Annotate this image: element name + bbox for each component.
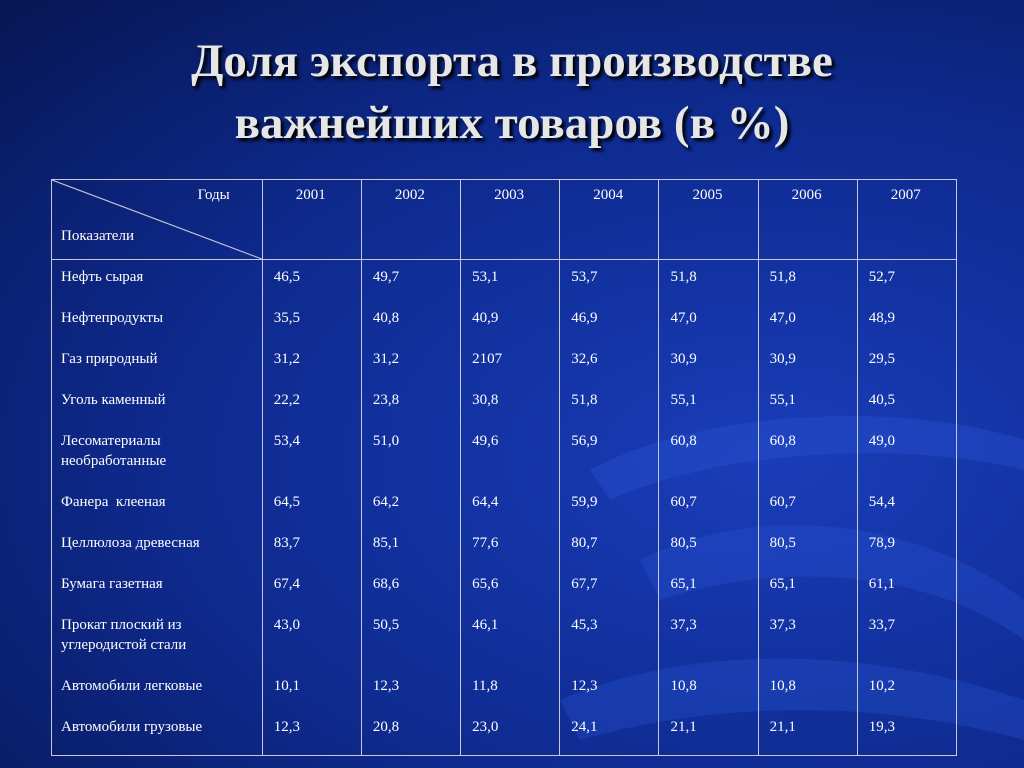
table-cell: 51,0 <box>361 431 460 492</box>
table-cell: 21,1 <box>659 717 758 756</box>
row-label: Нефть сырая <box>52 260 263 309</box>
table-row <box>52 349 957 390</box>
table-row <box>52 308 957 349</box>
table-cell: 23,0 <box>461 717 560 756</box>
table-row <box>52 676 957 717</box>
table-cell: 12,3 <box>361 676 460 717</box>
table-cell: 37,3 <box>758 615 857 676</box>
table-cell: 10,2 <box>857 676 956 717</box>
table-cell: 33,7 <box>857 615 956 676</box>
table-cell: 65,1 <box>659 574 758 615</box>
table-cell: 83,7 <box>262 533 361 574</box>
table-cell: 60,8 <box>659 431 758 492</box>
row-label: Газ природный <box>52 349 263 390</box>
table-cell: 80,7 <box>560 533 659 574</box>
table-cell: 11,8 <box>461 676 560 717</box>
table-row <box>52 390 957 431</box>
table-cell: 49,0 <box>857 431 956 492</box>
table-row <box>52 260 957 309</box>
table-cell: 48,9 <box>857 308 956 349</box>
row-label: Автомобили легковые <box>52 676 263 717</box>
row-label: Бумага газетная <box>52 574 263 615</box>
table-cell: 64,5 <box>262 492 361 533</box>
table-header-row <box>52 180 957 260</box>
table-cell: 23,8 <box>361 390 460 431</box>
table-cell: 31,2 <box>262 349 361 390</box>
table-corner-cell <box>52 180 263 260</box>
row-label: Автомобили грузовые <box>52 717 263 756</box>
table-cell: 20,8 <box>361 717 460 756</box>
year-header: 2003 <box>461 180 560 260</box>
table-cell: 22,2 <box>262 390 361 431</box>
table-cell: 30,8 <box>461 390 560 431</box>
table-cell: 77,6 <box>461 533 560 574</box>
table-cell: 67,7 <box>560 574 659 615</box>
table-cell: 32,6 <box>560 349 659 390</box>
table-cell: 60,8 <box>758 431 857 492</box>
table-cell: 49,7 <box>361 260 460 309</box>
table-cell: 47,0 <box>659 308 758 349</box>
table-cell: 61,1 <box>857 574 956 615</box>
table-cell: 21,1 <box>758 717 857 756</box>
table-cell: 85,1 <box>361 533 460 574</box>
table-cell: 45,3 <box>560 615 659 676</box>
table-cell: 46,1 <box>461 615 560 676</box>
table-cell: 10,1 <box>262 676 361 717</box>
table-cell: 60,7 <box>758 492 857 533</box>
table-cell: 10,8 <box>758 676 857 717</box>
table-cell: 40,9 <box>461 308 560 349</box>
table-cell: 40,5 <box>857 390 956 431</box>
year-header: 2005 <box>659 180 758 260</box>
row-label: Прокат плоский из углеродистой стали <box>52 615 263 676</box>
table-cell: 12,3 <box>262 717 361 756</box>
table-cell: 31,2 <box>361 349 460 390</box>
table-cell: 60,7 <box>659 492 758 533</box>
table-cell: 67,4 <box>262 574 361 615</box>
table-cell: 51,8 <box>758 260 857 309</box>
table-cell: 68,6 <box>361 574 460 615</box>
table-cell: 43,0 <box>262 615 361 676</box>
table-cell: 55,1 <box>659 390 758 431</box>
table-cell: 47,0 <box>758 308 857 349</box>
table-cell: 49,6 <box>461 431 560 492</box>
year-header: 2001 <box>262 180 361 260</box>
corner-indicators-label: Показатели <box>61 228 134 244</box>
table-cell: 53,4 <box>262 431 361 492</box>
table-cell: 55,1 <box>758 390 857 431</box>
table-cell: 37,3 <box>659 615 758 676</box>
table-cell: 52,7 <box>857 260 956 309</box>
corner-years-label: Годы <box>197 187 230 203</box>
slide-title-line-2: важнейших товаров (в %) <box>234 97 790 149</box>
slide-title <box>0 30 1024 154</box>
row-label: Фанера клееная <box>52 492 263 533</box>
table-cell: 2107 <box>461 349 560 390</box>
table-cell: 56,9 <box>560 431 659 492</box>
table-row <box>52 574 957 615</box>
table-cell: 30,9 <box>758 349 857 390</box>
table-cell: 40,8 <box>361 308 460 349</box>
table-cell: 46,5 <box>262 260 361 309</box>
table-cell: 24,1 <box>560 717 659 756</box>
table-cell: 64,4 <box>461 492 560 533</box>
table-row <box>52 431 957 492</box>
table-cell: 64,2 <box>361 492 460 533</box>
row-label: Целлюлоза древесная <box>52 533 263 574</box>
row-label: Уголь каменный <box>52 390 263 431</box>
table-cell: 10,8 <box>659 676 758 717</box>
corner-diagonal-line <box>52 180 262 259</box>
table-row <box>52 615 957 676</box>
table-cell: 53,1 <box>461 260 560 309</box>
table-cell: 51,8 <box>659 260 758 309</box>
year-header: 2002 <box>361 180 460 260</box>
export-share-table <box>51 179 957 756</box>
row-label: Лесоматериалы необработанные <box>52 431 263 492</box>
slide-title-line-1: Доля экспорта в производстве <box>191 35 833 87</box>
table-row <box>52 533 957 574</box>
table-row <box>52 492 957 533</box>
table-cell: 29,5 <box>857 349 956 390</box>
table-cell: 54,4 <box>857 492 956 533</box>
table-cell: 19,3 <box>857 717 956 756</box>
table-cell: 35,5 <box>262 308 361 349</box>
table-cell: 80,5 <box>758 533 857 574</box>
table-cell: 46,9 <box>560 308 659 349</box>
table-cell: 30,9 <box>659 349 758 390</box>
table-cell: 53,7 <box>560 260 659 309</box>
table-cell: 12,3 <box>560 676 659 717</box>
row-label: Нефтепродукты <box>52 308 263 349</box>
year-header: 2006 <box>758 180 857 260</box>
year-header: 2004 <box>560 180 659 260</box>
table-cell: 65,6 <box>461 574 560 615</box>
table-cell: 59,9 <box>560 492 659 533</box>
table-cell: 78,9 <box>857 533 956 574</box>
table-cell: 80,5 <box>659 533 758 574</box>
year-header: 2007 <box>857 180 956 260</box>
table-cell: 51,8 <box>560 390 659 431</box>
table-row <box>52 717 957 756</box>
table-cell: 50,5 <box>361 615 460 676</box>
table-cell: 65,1 <box>758 574 857 615</box>
